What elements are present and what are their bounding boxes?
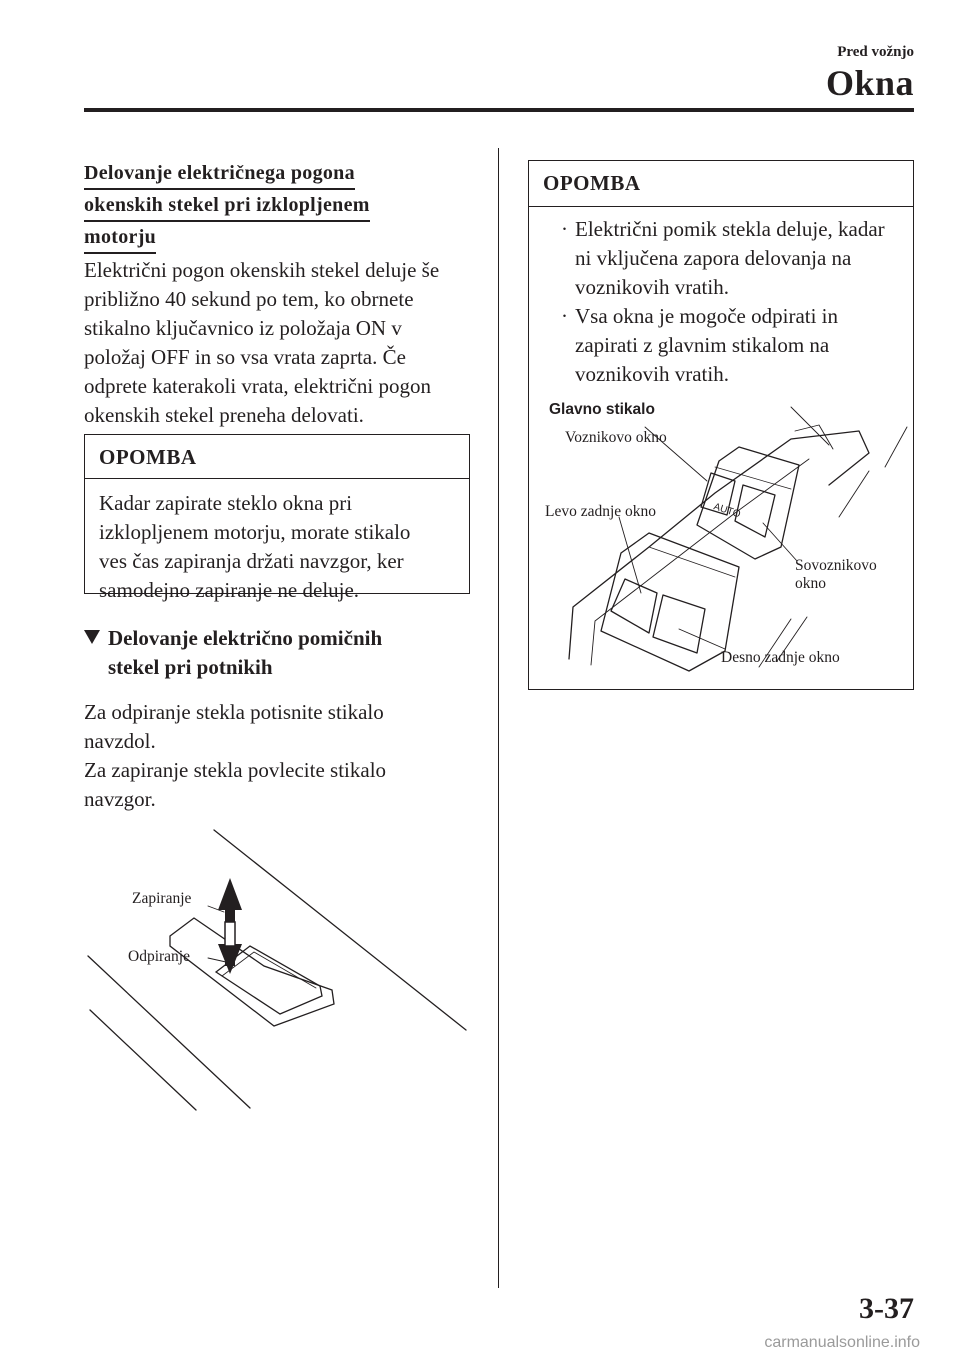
switch-housing: [601, 533, 739, 671]
watermark: carmanualsonline.info: [764, 1334, 920, 1351]
subheading: [84, 624, 484, 682]
column-divider: [498, 148, 499, 1288]
bullet-line: Vsa okna je mogoče odpirati in: [575, 304, 839, 328]
rear-right-switch: [653, 595, 705, 653]
note-box-right: [528, 160, 914, 690]
leader-passenger: [763, 523, 797, 561]
note-line: Kadar zapirate steklo okna pri: [99, 491, 353, 515]
main-switch-figure: [529, 397, 913, 687]
instruction-paragraph: [84, 698, 484, 814]
door-panel-edge: [214, 830, 466, 1030]
note-bullet-list: [543, 215, 899, 389]
label-passenger-line: okno: [795, 575, 826, 592]
auto-badge: AUTO: [712, 501, 742, 521]
note-title: OPOMBA: [85, 435, 469, 479]
triangle-marker-icon: [84, 630, 100, 644]
rear-left-switch: [611, 579, 657, 633]
note-box-left: [84, 434, 470, 602]
instruction-line: Za odpiranje stekla potisnite stikalo: [84, 700, 384, 724]
bullet-line: voznikovih vratih.: [575, 362, 729, 386]
paragraph-line: okenskih stekel preneha delovati.: [84, 403, 364, 427]
paragraph-line: odprete katerakoli vrata, električni pogon: [84, 374, 431, 398]
passenger-switch-figure: [84, 826, 474, 1116]
label-open: Odpiranje: [128, 948, 190, 965]
note-line: izklopljenem motorju, morate stikalo: [99, 520, 411, 544]
heading-line: motorju: [84, 224, 156, 254]
door-panel-edge: [90, 1010, 196, 1110]
bullet-line: voznikovih vratih.: [575, 275, 729, 299]
instruction-line: navzdol.: [84, 729, 156, 753]
label-passenger-line: Sovoznikovo: [795, 557, 877, 574]
note-body: [85, 479, 469, 617]
label-rear-left-window: Levo zadnje okno: [545, 503, 657, 520]
instruction-line: Za zapiranje stekla povlecite stikalo: [84, 758, 387, 782]
page-number: 3-37: [859, 1292, 914, 1325]
leader-rear-right: [679, 629, 725, 649]
bullet-dot: ·: [561, 304, 568, 328]
subheading-line: stekel pri potnikih: [108, 655, 273, 679]
note-line: samodejno zapiranje ne deluje.: [99, 578, 360, 602]
instruction-line: navzgor.: [84, 787, 156, 811]
up-down-arrow-icon: [218, 878, 242, 974]
note-line: ves čas zapiranja držati navzgor, ker: [99, 549, 404, 573]
paragraph-line: položaj OFF in so vsa vrata zaprta. Če: [84, 345, 406, 369]
bullet-dot: ·: [561, 217, 568, 241]
heading-line: Delovanje električnega pogona: [84, 160, 355, 190]
paragraph-line: približno 40 sekund po tem, ko obrnete: [84, 287, 414, 311]
paragraph-line: Električni pogon okenskih stekel deluje še: [84, 258, 440, 282]
header-rule: [84, 108, 914, 112]
subheading-line: Delovanje električno pomičnih: [108, 626, 383, 650]
section-name: Pred vožnjo: [837, 44, 914, 60]
label-rear-right-window: Desno zadnje okno: [721, 649, 840, 666]
switch-bezel: [170, 918, 334, 1026]
intro-paragraph: [84, 256, 484, 430]
note-body: [529, 207, 913, 401]
label-passenger-window: [795, 557, 877, 593]
bullet-line: ni vključena zapora delovanja na: [575, 246, 852, 270]
heading-line: okenskih stekel pri izklopljenem: [84, 192, 370, 222]
label-driver-window: Voznikovo okno: [565, 429, 667, 446]
passenger-switch-illustration: [84, 826, 474, 1116]
note-bullet: [543, 215, 899, 302]
page-title: Okna: [825, 63, 914, 103]
note-title: OPOMBA: [529, 161, 913, 207]
armrest-panel: [569, 431, 869, 659]
bullet-line: Električni pomik stekla deluje, kadar: [575, 217, 885, 241]
label-close: Zapiranje: [132, 890, 192, 907]
bullet-line: zapirati z glavnim stikalom na: [575, 333, 830, 357]
note-bullet: [543, 302, 899, 389]
section-heading: [84, 160, 484, 256]
figure-title: Glavno stikalo: [549, 401, 655, 418]
paragraph-line: stikalno ključavnico iz položaja ON v: [84, 316, 402, 340]
